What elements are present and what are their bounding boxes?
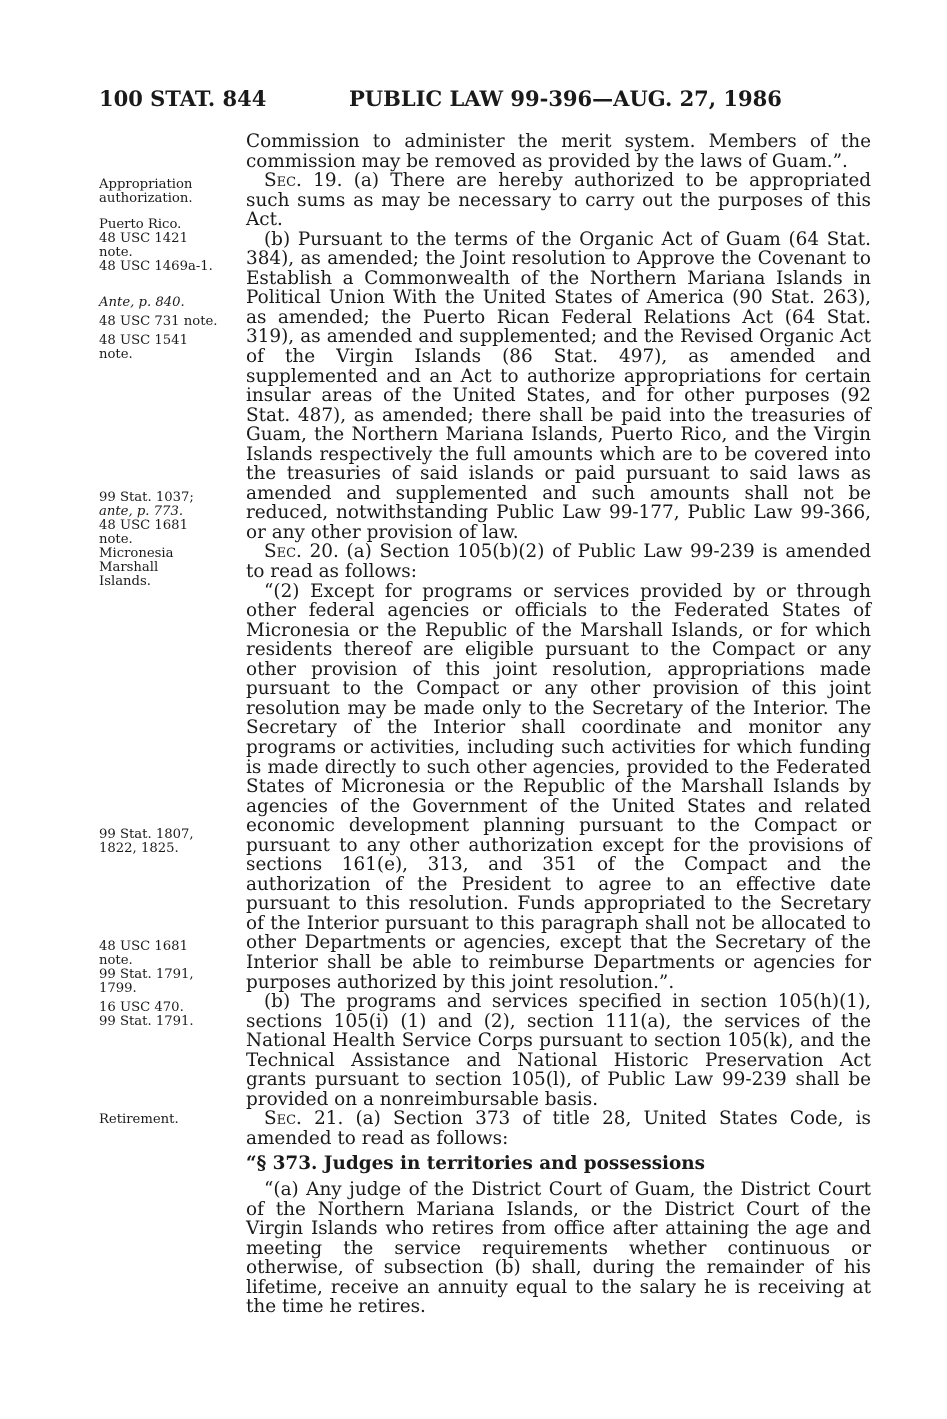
section-text: 20. (a) Section 105(b)(2) of Public Law 99-239 is amended to read as follows: (246, 541, 871, 583)
paragraph-sec-20 (246, 542, 871, 581)
paragraph-sec-19-b: (b) Pursuant to the terms of the Organic Act of Guam (64 Stat. 384), as amended; the Joint resolution to Approve the Covenant to Establish a Commonwealth of the Northern Mariana Islands in Political Union With the United States of America (90 Stat. 263), as amended; the Puerto Rican Federal Relations Act (64 Stat. 319), as amended and supplemented; and the Revised Organic Act of the Virgin Islands (86 Stat. 497), as amended and supplemented and an Act to authorize appropriations for certain insular areas of the United States, and for other purposes (92 Stat. 487), as amended; there shall be paid into the treasuries of Guam, the Northern Mariana Islands, Puerto Rico, and the Virgin Islands respectively the full amounts which are to be covered into the treasuries of said islands or paid pursuant to said laws as amended and supplemented and such amounts shall not be reduced, notwithstanding Public Law 99-177, Public Law 99-366, or any other provision of law. (246, 228, 871, 543)
law-title-header: PUBLIC LAW 99-396—AUG. 27, 1986 (349, 86, 782, 111)
section-heading-373: “§ 373. Judges in territories and possessions (246, 1153, 706, 1175)
paragraph-sec-19 (246, 171, 871, 230)
margin-note-line: 1799. (99, 981, 137, 996)
margin-note-line: 1822, 1825. (99, 841, 179, 856)
margin-note-line: 48 USC 1681 (99, 518, 188, 533)
margin-note-line: 16 USC 470. (99, 1000, 184, 1015)
margin-note-line: Marshall (99, 560, 159, 575)
margin-note-line: note. (99, 347, 133, 362)
margin-note-line: 99 Stat. 1807, (99, 827, 194, 842)
margin-note-line: Ante, p. 840. (99, 295, 185, 310)
margin-note-line: 99 Stat. 1791. (99, 1014, 194, 1029)
stat-page-reference: 100 STAT. 844 (99, 86, 267, 111)
margin-note-line: 99 Stat. 1037; (99, 490, 194, 505)
margin-note-line: 48 USC 731 note. (99, 314, 218, 329)
margin-note-99-stat-1037 (99, 491, 239, 589)
margin-note-line: Micronesia (99, 546, 174, 561)
margin-note-48-usc-1681 (99, 940, 239, 1029)
section-text: 21. (a) Section 373 of title 28, United States Code, is amended to read as follows: (246, 1108, 871, 1149)
margin-note-line: Appropriation (99, 177, 193, 192)
margin-note-line: ante, p. 773. (99, 504, 184, 519)
paragraph-373-a: “(a) Any judge of the District Court of Guam, the District Court of the Northern Mariana Islands, or the District Court of the Virgin Islands who retires from office after attaining the age and meeting the service requirements whether continuous or otherwise, of subsection (b) shall, during the remainder of his lifetime, receive an annuity equal to the salary he is receiving at the time he retires. (246, 1178, 871, 1318)
margin-note-line: note. (99, 953, 133, 968)
section-label: Sec. (264, 541, 302, 563)
paragraph-quoted-2: “(2) Except for programs or services provided by or through other federal agencies or officials to the Federated States of Micronesia or the Republic of the Marshall Islands, or for which residents thereof are eligible pursuant to the Compact or any other provision of this joint resolution, appropriations made pursuant to the Compact or any other provision of this joint resolution may be made only to the Secretary of the Interior. The Secretary of the Interior shall coordinate and monitor any programs or activities, including such activities for which funding is made directly to such other agencies, provided to the Federated States of Micronesia or the Republic of the Marshall Islands by agencies of the Government of the United States and related economic development planning pursuant to the Compact or pursuant to any other authorization except for the provisions of sections 161(e), 313, and 351 of the Compact and the authorization of the President to agree to an effective date pursuant to this resolution. Funds appropriated to the Secretary of the Interior pursuant to this paragraph shall not be allocated to other Departments or agencies, except that the Secretary of the Interior shall be able to reimburse Departments or agencies for purposes authorized by this joint resolution.”. (246, 580, 871, 993)
margin-note-puerto-rico (99, 218, 239, 274)
margin-note-99-stat-1807 (99, 828, 239, 856)
paragraph-sec-21 (246, 1109, 871, 1148)
margin-note-appropriation (99, 178, 239, 206)
margin-note-line: note. (99, 245, 133, 260)
margin-note-line: 48 USC 1469a-1. (99, 259, 213, 274)
section-label: Sec. (264, 170, 302, 192)
margin-note-retirement (99, 1113, 239, 1127)
paragraph-commission: Commission to administer the merit system. Members of the commission may be removed as provided by the laws of Guam.”. (246, 131, 871, 172)
margin-note-line: Puerto Rico. (99, 217, 182, 232)
margin-note-line: Islands. (99, 574, 151, 589)
main-text-column (246, 132, 871, 1317)
margin-note-line: Retirement. (99, 1112, 179, 1127)
section-text: 19. (a) There are hereby authorized to be appropriated such sums as may be necessary to carry out the purposes of this Act. (246, 170, 871, 231)
margin-note-line: authorization. (99, 191, 193, 206)
margin-note-ante-840 (99, 296, 239, 362)
margin-note-line: note. (99, 532, 133, 547)
section-label: Sec. (264, 1108, 302, 1130)
margin-note-line: 48 USC 1421 (99, 231, 188, 246)
margin-note-line: 48 USC 1541 (99, 333, 188, 348)
margin-note-line: 48 USC 1681 (99, 939, 188, 954)
paragraph-sec-20-b: (b) The programs and services specified in section 105(h)(1), sections 105(i) (1) and (2), section 111(a), the services of the National Health Service Corps pursuant to section 105(k), and the Technical Assistance and National Historic Preservation Act grants pursuant to section 105(l), of Public Law 99-239 shall be provided on a nonreimbursable basis. (246, 991, 871, 1110)
margin-note-line: 99 Stat. 1791, (99, 967, 194, 982)
